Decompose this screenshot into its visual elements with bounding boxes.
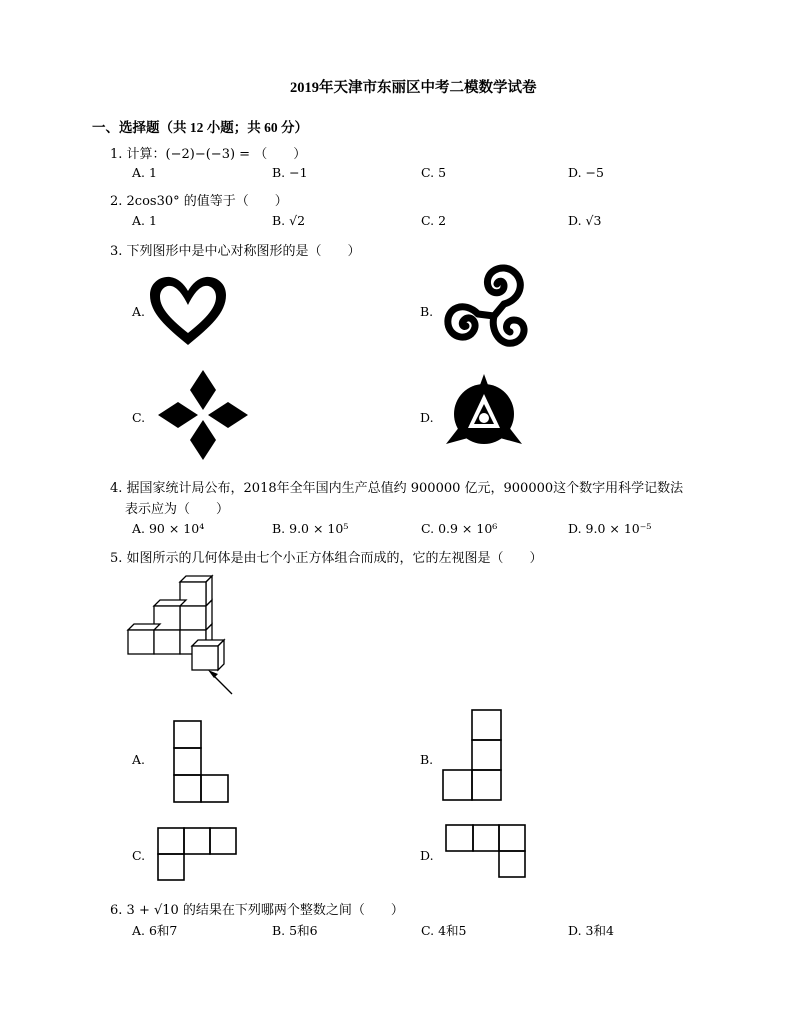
q3-option-d: D. (420, 410, 434, 425)
question-6-stem: 6. 3 + √10 的结果在下列哪两个整数之间（ ） (110, 903, 404, 918)
question-5-stem: 5. 如图所示的几何体是由七个小正方体组合而成的，它的左视图是（ ） (110, 551, 543, 566)
q5-option-d: D. (420, 848, 434, 863)
question-2-stem: 2. 2cos30° 的值等于（ ） (110, 194, 288, 209)
q2-option-d: D. √3 (568, 213, 602, 228)
heart-shape-icon (148, 275, 228, 347)
question-4-stem-cont: 表示应为（ ） (125, 502, 230, 517)
q1-option-b: B. −1 (272, 165, 308, 180)
q5-option-a-figure (173, 720, 229, 804)
q2-option-a: A. 1 (132, 213, 157, 228)
q5-option-a: A. (132, 752, 146, 767)
q5-option-b-figure (442, 709, 502, 801)
q5-option-c-figure (157, 827, 237, 881)
q2-option-b: B. √2 (272, 213, 306, 228)
q3-option-b: B. (420, 304, 434, 319)
question-1-stem: 1. 计算：(−2)−(−3) = （ ） (110, 147, 307, 162)
question-4-stem: 4. 据国家统计局公布，2018年全年国内生产总值约 900000 亿元，900000这个数字用科学记数法 (110, 481, 684, 496)
q1-option-d: D. −5 (568, 165, 604, 180)
q3-option-a: A. (132, 304, 146, 319)
paper-title: 2019年天津市东丽区中考二模数学试卷 (290, 80, 537, 96)
q4-option-b: B. 9.0 × 10⁵ (272, 521, 349, 536)
q1-option-c: C. 5 (421, 165, 447, 180)
q6-option-b: B. 5和6 (272, 923, 318, 938)
q3-option-c: C. (132, 410, 146, 425)
q4-option-d: D. 9.0 × 10⁻⁵ (568, 521, 652, 536)
q4-option-c: C. 0.9 × 10⁶ (421, 521, 498, 536)
q5-option-b: B. (420, 752, 434, 767)
q6-option-c: C. 4和5 (421, 923, 467, 938)
q1-option-a: A. 1 (132, 165, 157, 180)
q6-option-a: A. 6和7 (132, 923, 178, 938)
q2-option-c: C. 2 (421, 213, 447, 228)
question-3-stem: 3. 下列图形中是中心对称图形的是（ ） (110, 244, 361, 259)
q5-option-d-figure (445, 824, 527, 878)
q4-option-a: A. 90 × 10⁴ (132, 521, 205, 536)
section-heading: 一、选择题（共 12 小题；共 60 分） (92, 120, 308, 135)
tri-blade-emblem-icon (442, 374, 526, 450)
cube-stack-3d-figure (128, 574, 238, 698)
triple-spiral-icon (442, 264, 532, 354)
four-diamond-icon (156, 368, 250, 462)
q6-option-d: D. 3和4 (568, 923, 614, 938)
q5-option-c: C. (132, 848, 146, 863)
